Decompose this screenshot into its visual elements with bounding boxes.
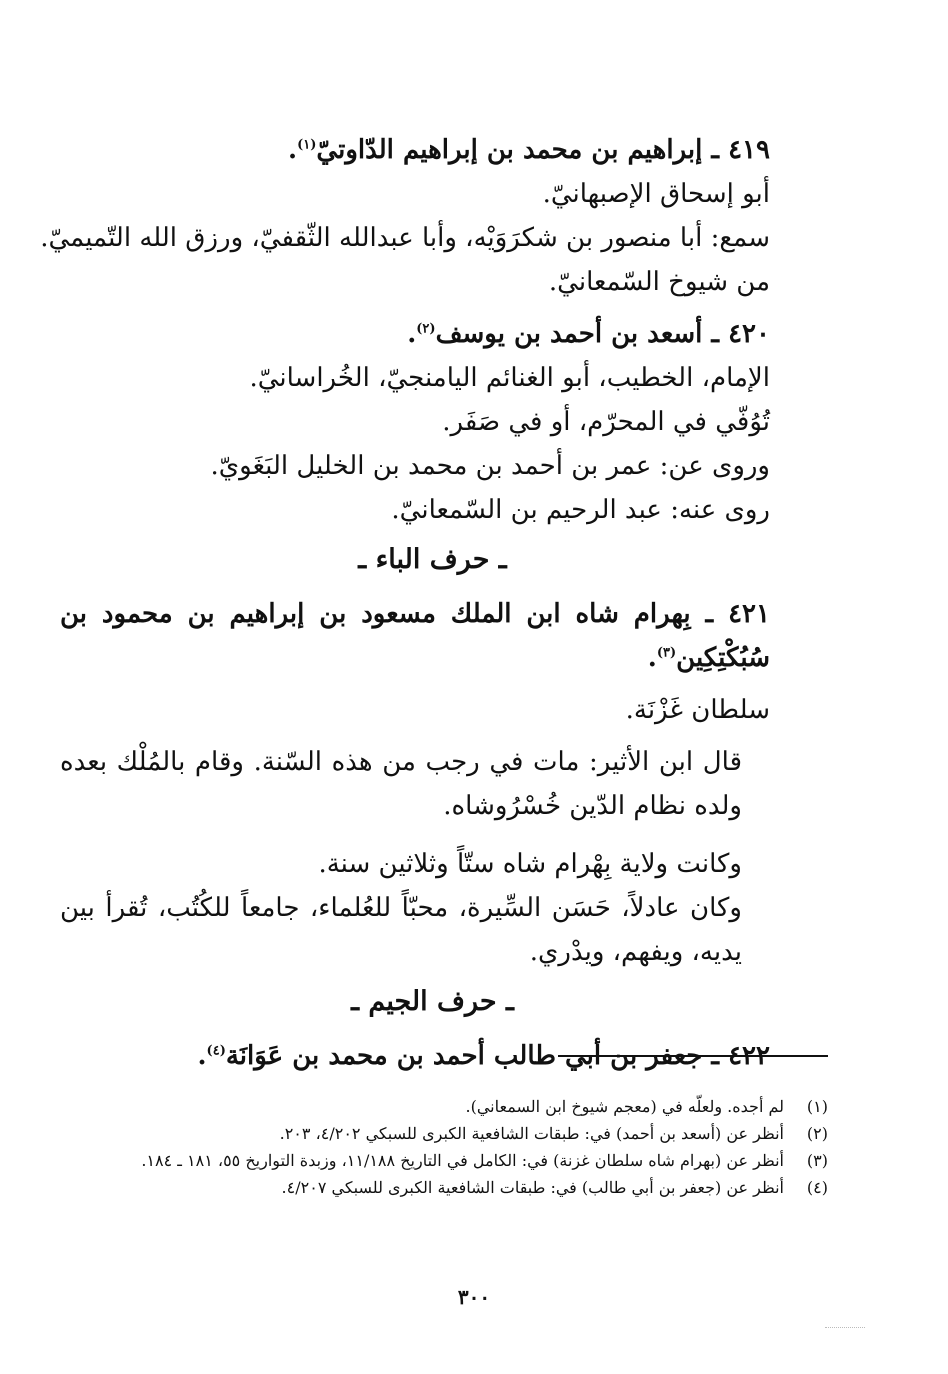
entry-paragraph: وكانت ولاية بِهْرام شاه ستّاً وثلاثين سنة.: [318, 849, 742, 879]
footnote-number: (٢): [806, 1124, 828, 1143]
footnote: [95, 1093, 828, 1120]
entry-paragraph: وكان عادلاً، حَسَن السِّيرة، محبّاً للعُلماء، جامعاً للكُتُب، تُقرأ بين يديه، ويفهم، ويدْري.: [60, 893, 742, 967]
entry-heading: ٤٢١ ـ بِهرام شاه ابن الملك مسعود بن إبراهيم بن محمود بن سُبُكْتِكِين$^{(٣)}$.: [60, 599, 770, 673]
footnote-ref: (٢): [416, 321, 436, 337]
footnote-text: أنظر عن (جعفر بن أبي طالب) في: طبقات الشافعية الكبرى للسبكي ٤/٢٠٧.: [281, 1178, 784, 1197]
footnote-number: (٣): [806, 1151, 828, 1170]
main-text: [40, 128, 770, 1078]
footnote: [95, 1120, 828, 1147]
footnote-divider: [558, 1055, 828, 1057]
entry-419: [40, 128, 770, 304]
entry-line: سمع: أبا منصور بن شكرَوَيْه، وأبا عبدالله الثّقفيّ، ورزق الله التّميميّ.: [40, 223, 770, 253]
entry-paragraph: قال ابن الأثير: مات في رجب من هذه السّنة. وقام بالمُلْك بعده ولده نظام الدّين خُسْرُوشاه.: [60, 747, 742, 821]
entry-line: الإمام، الخطيب، أبو الغنائم اليامنجيّ، الخُراسانيّ.: [249, 363, 770, 393]
section-heading-jim: ـ حرف الجيم ـ: [351, 986, 514, 1017]
entry-line: تُوُفّي في المحرّم، أو في صَفَر.: [442, 407, 770, 437]
entry-line: روى عنه: عبد الرحيم بن السّمعانيّ.: [391, 495, 770, 525]
entry-line: وروى عن: عمر بن أحمد بن محمد بن الخليل البَغَويّ.: [210, 451, 770, 481]
footnote-ref: (٣): [656, 645, 677, 661]
footnote: [95, 1174, 828, 1201]
footnote-number: (١): [806, 1097, 828, 1116]
footnote-ref: (١): [297, 137, 317, 153]
entry-line: من شيوخ السّمعانيّ.: [548, 267, 770, 297]
entry-line: سلطان غَزْنَة.: [625, 695, 770, 725]
footnote: [95, 1147, 828, 1174]
footnotes: [95, 1093, 828, 1201]
footnote-text: أنظر عن (بهرام شاه سلطان غزنة) في: الكامل في التاريخ ١١/١٨٨، وزبدة التواريخ ٥٥، ١٨١ ـ ١٨٤.: [141, 1151, 784, 1170]
entry-heading: ٤١٩ ـ إبراهيم بن محمد بن إبراهيم الدّاوتيّ$^{(١)}$.: [288, 135, 770, 165]
entry-heading: ٤٢٢ ـ جعفر بن أبي طالب أحمد بن محمد بن عَوَانَة$^{(٤)}$.: [197, 1041, 770, 1071]
entry-420: [95, 312, 770, 532]
entry-line: أبو إسحاق الإصبهانيّ.: [542, 179, 770, 209]
footnote-text: أنظر عن (أسعد بن أحمد) في: طبقات الشافعية الكبرى للسبكي ٤/٢٠٢، ٢٠٣.: [279, 1124, 784, 1143]
footnote-number: (٤): [806, 1178, 828, 1197]
footnote-text: لم أجده. ولعلّه في (معجم شيوخ ابن السمعاني).: [465, 1097, 784, 1116]
page-number: ٣٠٠: [457, 1285, 491, 1309]
section-heading-ba: ـ حرف الباء ـ: [358, 544, 507, 575]
scan-artifact: [825, 1327, 865, 1328]
entry-heading: ٤٢٠ ـ أسعد بن أحمد بن يوسف$^{(٢)}$.: [407, 319, 770, 349]
footnote-ref: (٤): [206, 1043, 226, 1059]
entry-421: [60, 592, 770, 974]
